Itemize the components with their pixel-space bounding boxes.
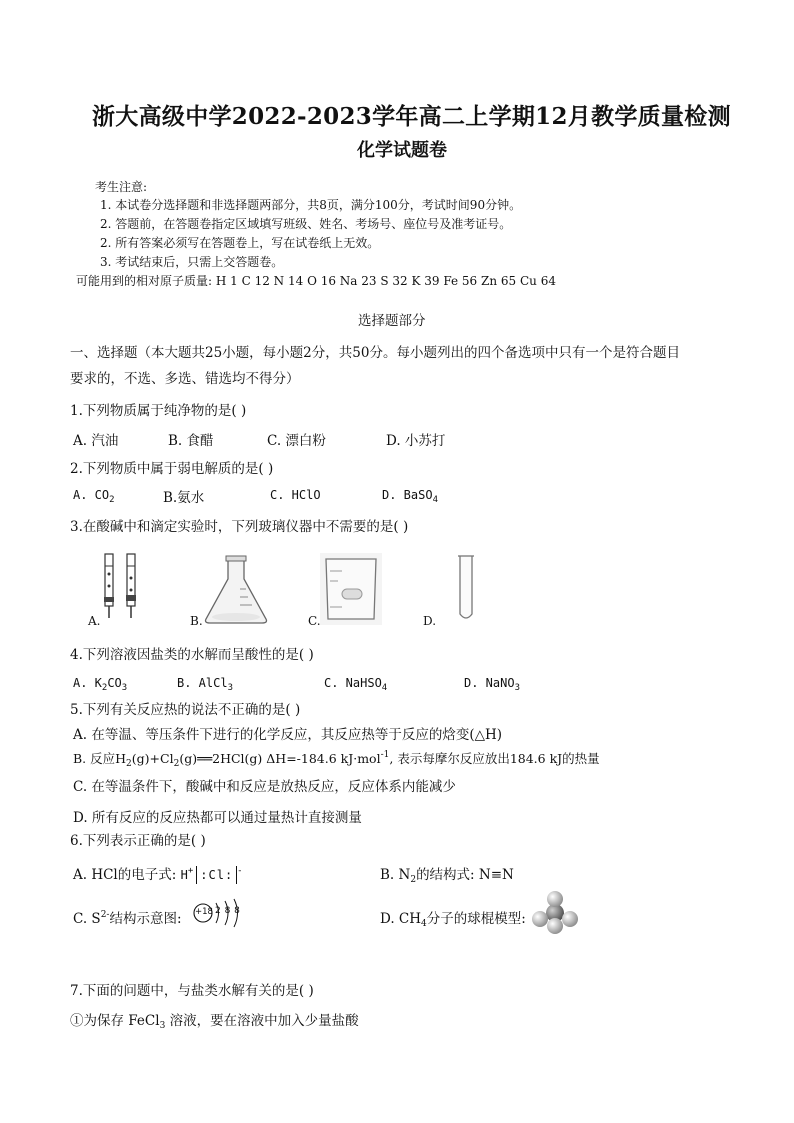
q2-option-c: C. HClO: [270, 488, 321, 502]
page-title: 浙大高级中学2022-2023学年高二上学期12月教学质量检测: [92, 103, 731, 130]
q6-option-a: A. HCl的电子式: H+ :Cl: -: [73, 866, 243, 883]
notice-item-3: 2. 所有答案必须写在答题卷上，写在试卷纸上无效。: [100, 236, 380, 250]
hcl-electron-formula: H+ :Cl: -: [180, 866, 243, 882]
q2-stem: 2.下列物质中属于弱电解质的是( ): [70, 461, 274, 477]
q6-option-c: C. $S^{2-}$结构示意图:: [73, 910, 182, 927]
q4-option-b: B. AlCl$_3$: [177, 676, 233, 693]
notice-item-2: 2. 答题前，在答题卷指定区域填写班级、姓名、考场号、座位号及准考证号。: [100, 217, 512, 231]
section-instructions-2: 要求的，不选、多选、错选均不得分）: [70, 371, 300, 387]
electron-shells: 2 8 8: [215, 906, 241, 916]
q3-stem: 3.在酸碱中和滴定实验时，下列玻璃仪器中不需要的是( ): [70, 519, 409, 535]
sulfide-ion-structure-diagram: [192, 895, 248, 931]
section-instructions-1: 一、选择题（本大题共25小题，每小题2分，共50分。每小题列出的四个备选项中只有一个是符合题目: [70, 345, 680, 361]
q5-stem: 5.下列有关反应热的说法不正确的是( ): [70, 702, 301, 718]
q5-option-b: B. 反应$H_2(g)+Cl_2(g)══2HCl(g)$ ΔH=-184.6 kJ·mol$^{-1}$, 表示每摩尔反应放出184.6 kJ的热量: [73, 750, 600, 769]
atomic-masses: 可能用到的相对原子质量: H 1 C 12 N 14 O 16 Na 23 S 32 K 39 Fe 56 Zn 65 Cu 64: [76, 274, 556, 288]
q5-option-d: D. 所有反应的反应热都可以通过量热计直接测量: [73, 810, 362, 826]
q4-option-a: A. $K_2CO_3$: [73, 676, 128, 693]
q3-option-d: D.: [423, 614, 437, 628]
burette-image: [95, 552, 155, 622]
q6-option-d: D. $CH_4$分子的球棍模型:: [380, 911, 526, 929]
q4-stem: 4.下列溶液因盐类的水解而呈酸性的是( ): [70, 647, 314, 663]
conical-flask-image: [200, 555, 272, 627]
q6-option-b: B. $N_2$的结构式: N≡N: [380, 867, 514, 885]
q4-option-d: D. NaNO$_3$: [464, 676, 520, 693]
notice-heading: 考生注意:: [95, 180, 148, 194]
q4-option-c: C. NaHSO$_4$: [324, 676, 388, 693]
methane-ball-stick-model: [530, 891, 580, 935]
page-subtitle: 化学试题卷: [357, 140, 447, 161]
q3-option-b: B.: [190, 614, 203, 628]
q3-option-c: C.: [308, 614, 321, 628]
q7-item-1: ①为保存 FeCl$_3$ 溶液，要在溶液中加入少量盐酸: [70, 1013, 359, 1031]
q5-option-a: A. 在等温、等压条件下进行的化学反应，其反应热等于反应的焓变(△H): [73, 727, 503, 743]
q2-option-b: B.氨水: [163, 490, 205, 506]
test-tube-image: [455, 554, 477, 624]
q6-stem: 6.下列表示正确的是( ): [70, 833, 206, 849]
section-name: 选择题部分: [358, 313, 426, 329]
q1-stem: 1.下列物质属于纯净物的是( ): [70, 403, 247, 419]
q5-option-c: C. 在等温条件下，酸碱中和反应是放热反应，反应体系内能减少: [73, 779, 456, 795]
q7-stem: 7.下面的问题中，与盐类水解有关的是( ): [70, 983, 314, 999]
q1-option-d: D. 小苏打: [386, 433, 446, 449]
q2-option-d: D. BaSO$_4$: [382, 488, 438, 505]
q1-option-c: C. 漂白粉: [267, 433, 326, 449]
notice-item-1: 1. 本试卷分选择题和非选择题两部分，共8页，满分100分，考试时间90分钟。: [100, 198, 522, 212]
notice-item-4: 3. 考试结束后，只需上交答题卷。: [100, 255, 284, 269]
beaker-image: [320, 553, 382, 625]
q1-option-b: B. 食醋: [168, 433, 214, 449]
nucleus-charge: +18: [195, 907, 213, 917]
q2-option-a: A. $CO_2$: [73, 488, 115, 505]
q3-option-a: A.: [88, 614, 101, 628]
q1-option-a: A. 汽油: [73, 433, 119, 449]
